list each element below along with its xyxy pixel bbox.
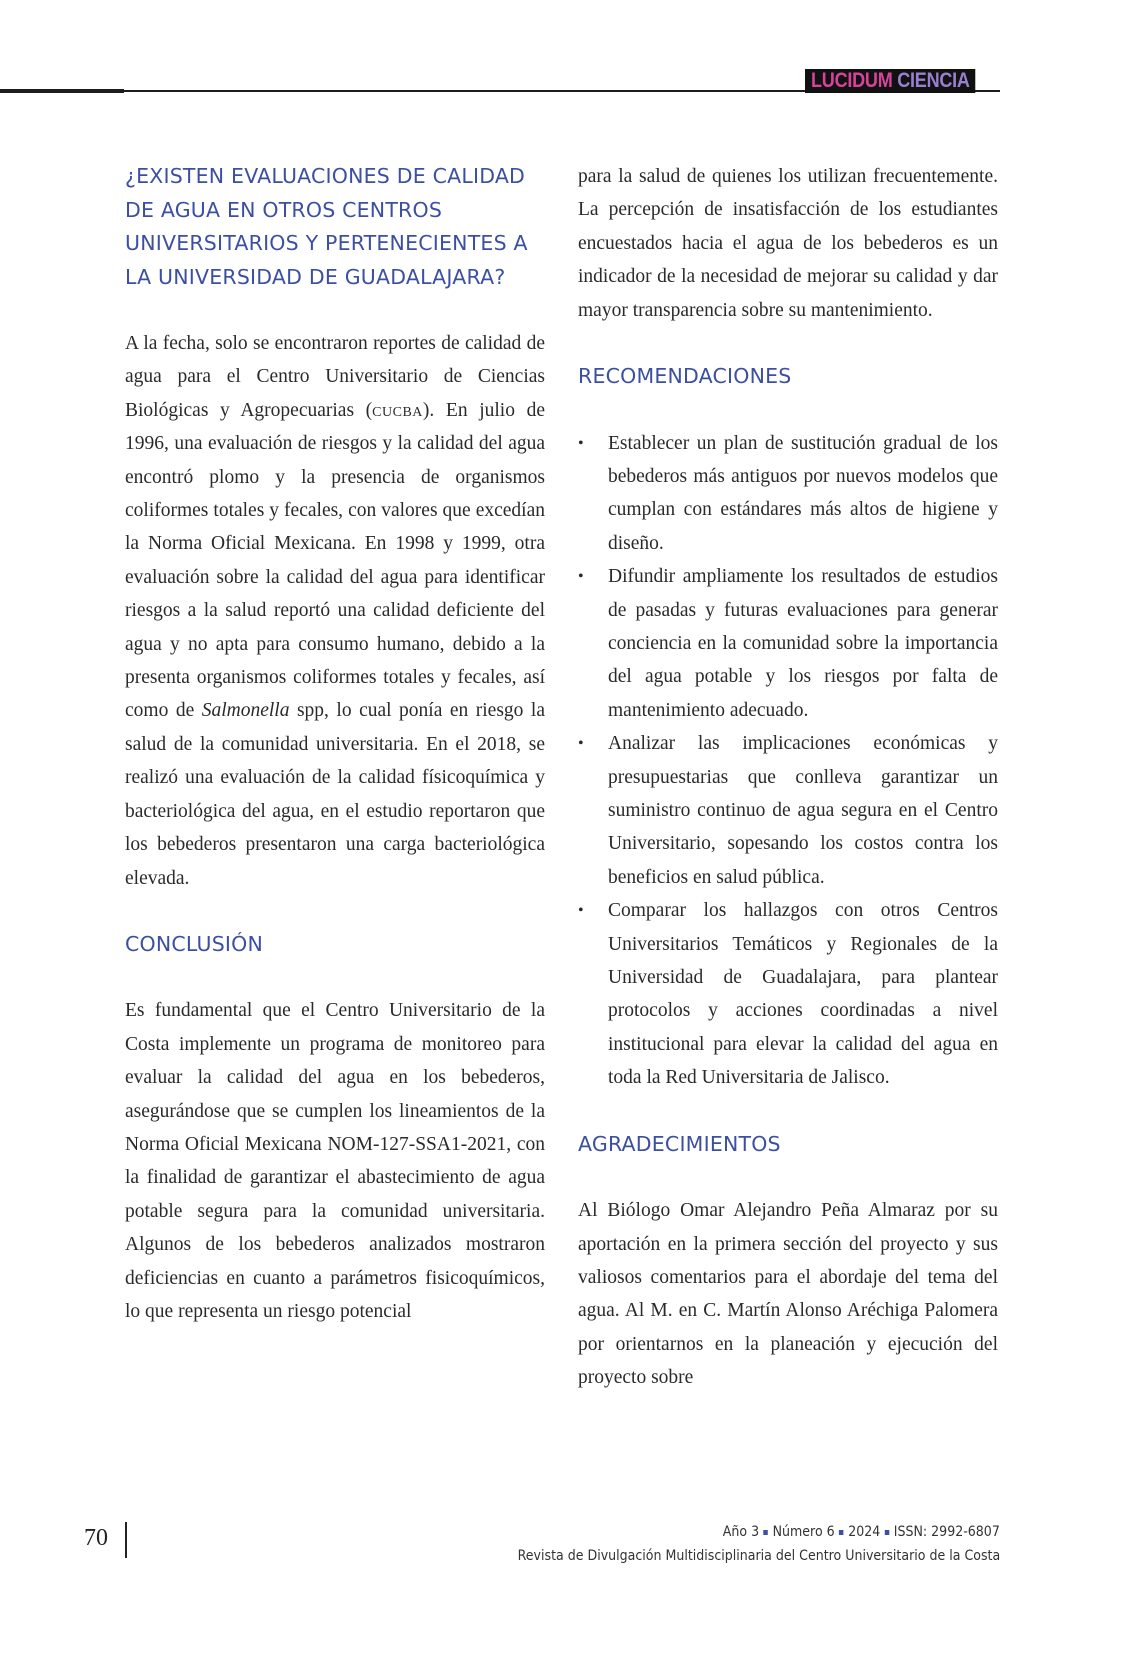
conclusion-paragraph: Es fundamental que el Centro Universitario de la Costa implemente un programa de monitoreo para evaluar la calidad del agua en los bebederos, asegurándose que se cumplen los lineamientos de la Norma Oficial Mexicana NOM-127-SSA1-2021, con la finalidad de garantizar el abastecimiento de agua potable segura para la comunidad universitaria. Algunos de los bebederos analizados mostraron deficiencias en cuanto a parámetros fisicoquímicos, lo que representa un riesgo potencial [125,1000,545,1323]
header-rule-thick [0,89,124,93]
page-number: 70 [84,1525,108,1551]
issue-info [723,1524,1000,1540]
logo-word-ciencia: CIENCIA [897,69,970,92]
list-item-text: Establecer un plan de sustitución gradual de los bebederos más antiguos por nuevos modelos que cumplan con estándares más altos de higiene y diseño. [608,432,998,554]
right-column [578,160,998,1395]
list-item [578,727,998,894]
bullet-icon: • [578,902,584,920]
conclusion-continuation: para la salud de quienes los utilizan frecuentemente. La percepción de insatisfacción de los estudiantes encuestados hacia el agua de los bebederos es un indicador de la necesidad de mejorar su calidad y dar mayor transparencia sobre su mantenimiento. [578,166,998,321]
journal-logo [805,69,975,93]
issue-number: Número 6 [772,1524,835,1540]
acknowledgements-paragraph: Al Biólogo Omar Alejandro Peña Almaraz por su aportación en la primera sección del proyecto y sus valiosos comentarios para el abordaje del tema del agua. Al M. en C. Martín Alonso Aréchiga Palomera por orientarnos en la planeación y ejecución del proyecto sobre [578,1200,998,1389]
list-item-text: Comparar los hallazgos con otros Centros Universitarios Temáticos y Regionales de la Universidad de Guadalajara, para plantear protocolos y acciones coordinadas a nivel institucional para elevar la calidad del agua en toda la Red Universitaria de Jalisco. [608,900,998,1089]
paragraph-text: ). En julio de 1996, una evaluación de riesgos y la calidad del agua encontró plomo y la presencia de organismos coliformes totales y fecales, con valores que excedían la Norma Oficial Mexicana. En 1998 y 1999, otra evaluación sobre la calidad del agua para identificar riesgos a la salud reportó una calidad deficiente del agua y no apta para consumo humano, debido a la presenta organismos coliformes totales y fecales, así como de [125,399,545,722]
bullet-icon: • [578,434,584,452]
evaluations-paragraph [125,327,545,895]
page-number-divider [125,1522,127,1558]
list-item [578,560,998,727]
paragraph-text: A la fecha, solo se encontraron reportes de calidad de agua para el Centro Universitario de Ciencias Biológicas y Agropecuarias ( [125,333,545,421]
bullet-icon: • [578,735,584,753]
list-item-text: Difundir ampliamente los resultados de estudios de pasadas y futuras evaluaciones para generar conciencia en la comunidad sobre la importancia del agua potable y los riesgos por falta de mantenimiento adecuado. [608,566,998,721]
publication-year: 2024 [848,1524,881,1540]
recommendations-list [578,427,998,1095]
section-heading-conclusion: CONCLUSIÓN [125,931,264,956]
left-column [125,160,545,1328]
journal-name: Revista de Divulgación Multidisciplinaria del Centro Universitario de la Costa [517,1548,1000,1564]
acronym-cucba: cucba [372,399,423,421]
list-item [578,427,998,561]
bullet-icon: • [578,568,584,586]
logo-word-lucidum: LUCIDUM [811,69,893,92]
separator-square-icon [764,1530,769,1535]
separator-square-icon [839,1530,844,1535]
section-heading-evaluations: ¿EXISTEN EVALUACIONES DE CALIDAD DE AGUA EN OTROS CENTROS UNIVERSITARIOS Y PERTENECIENTES A LA UNIVERSIDAD DE GUADALAJARA? [125,164,528,289]
issn: ISSN: 2992-6807 [893,1524,1000,1540]
italic-term-salmonella: Salmonella [201,700,290,722]
section-heading-recommendations: RECOMENDACIONES [578,364,792,389]
volume-year: Año 3 [722,1524,760,1540]
section-heading-acknowledgements: AGRADECIMIENTOS [578,1131,781,1156]
paragraph-text: spp, lo cual ponía en riesgo la salud de la comunidad universitaria. En el 2018, se realizó una evaluación de la calidad físicoquímica y bacteriológica del agua, en el estudio reportaron que los bebederos presentaron una carga bacteriológica elevada. [125,700,545,889]
separator-square-icon [885,1530,890,1535]
list-item-text: Analizar las implicaciones económicas y presupuestarias que conlleva garantizar un suministro continuo de agua segura en el Centro Universitario, sopesando los costos contra los beneficios en salud pública. [608,733,998,888]
list-item [578,894,998,1094]
